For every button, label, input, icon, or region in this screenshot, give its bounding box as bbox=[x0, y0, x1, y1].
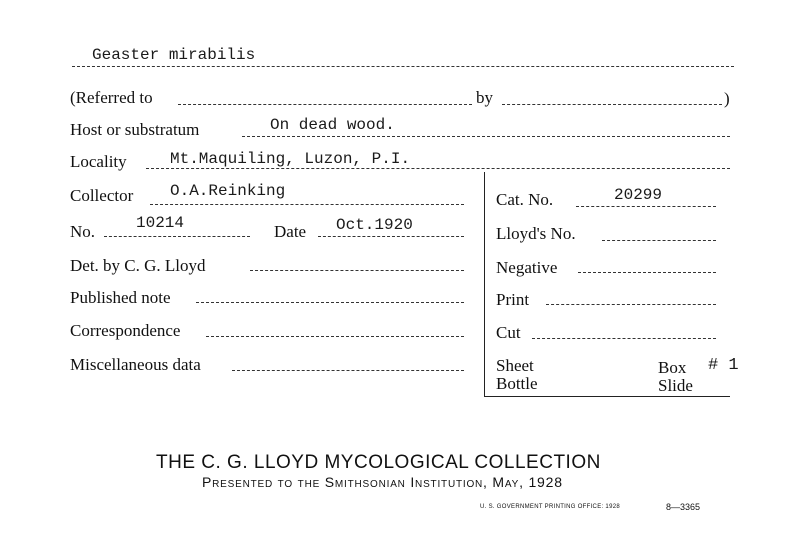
collection-subtitle: Presented to the Smithsonian Institution, May, 1928 bbox=[202, 474, 563, 490]
host-label: Host or substratum bbox=[70, 120, 200, 139]
form-number: 8—3365 bbox=[666, 502, 701, 512]
specimen-name-line bbox=[72, 66, 734, 67]
correspondence-label: Correspondence bbox=[70, 321, 181, 340]
date-value: Oct.1920 bbox=[336, 216, 413, 234]
collector-label: Collector bbox=[70, 186, 134, 205]
det-by-line bbox=[250, 270, 464, 271]
catalog-box-bottom-border bbox=[484, 396, 730, 397]
print-line bbox=[546, 304, 716, 305]
locality-value: Mt.Maquiling, Luzon, P.I. bbox=[170, 150, 411, 168]
bottle-label: Bottle bbox=[496, 374, 538, 393]
lloyds-no-line bbox=[602, 240, 716, 241]
negative-line bbox=[578, 272, 716, 273]
catalog-box-left-border bbox=[484, 172, 485, 396]
negative-label: Negative bbox=[496, 258, 558, 277]
correspondence-line bbox=[206, 336, 464, 337]
number-value: 10214 bbox=[136, 214, 185, 232]
misc-label: Miscellaneous data bbox=[70, 355, 201, 374]
slide-label: Slide bbox=[658, 376, 693, 395]
print-label: Print bbox=[496, 290, 530, 309]
host-line bbox=[242, 136, 730, 137]
printing-office-note: U. S. GOVERNMENT PRINTING OFFICE: 1928 bbox=[480, 504, 620, 510]
published-note-label: Published note bbox=[70, 288, 171, 307]
host-value: On dead wood. bbox=[270, 116, 395, 134]
specimen-name: Geaster mirabilis bbox=[92, 46, 256, 64]
date-label: Date bbox=[274, 222, 307, 241]
number-label: No. bbox=[70, 222, 96, 241]
referred-to-line bbox=[178, 104, 472, 105]
cut-label: Cut bbox=[496, 323, 521, 342]
published-note-line bbox=[196, 302, 464, 303]
referred-to-label: (Referred to bbox=[70, 88, 153, 107]
misc-line bbox=[232, 370, 464, 371]
sheet-label: Sheet bbox=[496, 356, 534, 375]
lloyds-no-label: Lloyd's No. bbox=[496, 224, 576, 243]
by-line bbox=[502, 104, 722, 105]
box-label: Box bbox=[658, 358, 687, 377]
cat-no-line bbox=[576, 206, 716, 207]
collector-value: O.A.Reinking bbox=[170, 182, 286, 200]
collection-title: THE C. G. LLOYD MYCOLOGICAL COLLECTION bbox=[156, 452, 601, 473]
collector-line bbox=[150, 204, 464, 205]
cat-no-value: 20299 bbox=[614, 186, 663, 204]
date-line bbox=[318, 236, 464, 237]
locality-line bbox=[146, 168, 730, 169]
cut-line bbox=[532, 338, 716, 339]
cat-no-label: Cat. No. bbox=[496, 190, 554, 209]
number-line bbox=[104, 236, 250, 237]
locality-label: Locality bbox=[70, 152, 127, 171]
by-label: by bbox=[476, 88, 493, 107]
close-paren: ) bbox=[724, 89, 730, 108]
det-by-label: Det. by C. G. Lloyd bbox=[70, 256, 206, 275]
box-value: # 1 bbox=[708, 356, 739, 375]
